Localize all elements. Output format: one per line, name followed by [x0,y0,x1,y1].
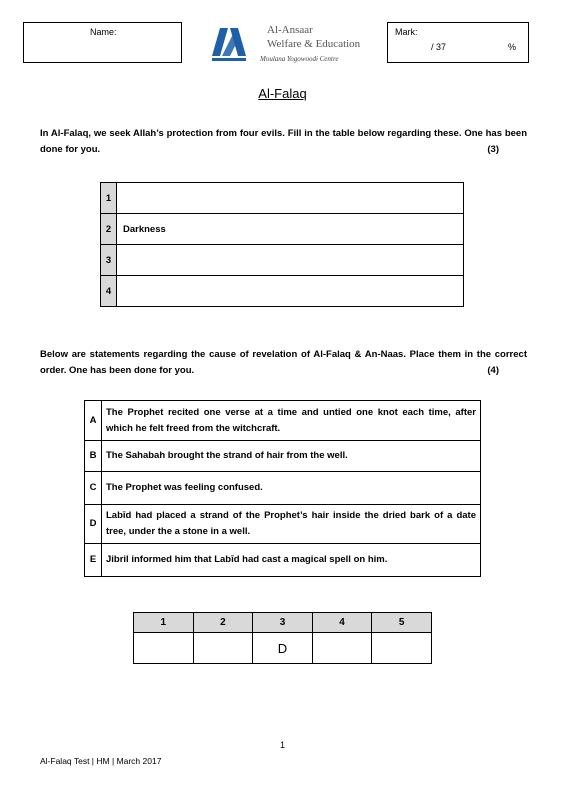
answer-cell[interactable] [117,183,464,214]
order-answer-row [134,633,432,664]
section2-instruction [40,347,527,379]
table-row [85,505,481,544]
answer-cell[interactable]: Darkness [117,214,464,245]
table-row [101,245,464,276]
statement-text: The Prophet recited one verse at a time and untied one knot each time, after which he felt freed from the witchcraft. [102,401,481,441]
statement-text: The Sahabah brought the strand of hair from the well. [102,441,481,472]
page-title: Al-Falaq [258,86,307,101]
table-row [101,276,464,307]
org-name-line2: Welfare & Education [267,38,361,50]
table-row [85,441,481,472]
mark-percent: % [507,42,516,52]
section1-marks: (3) [487,144,499,155]
section2-instruction-text: Below are statements regarding the cause of revelation of Al-Falaq & An-Naas. Place them in the correct order. One has been done for you. [40,349,527,376]
name-label: Name: [90,27,117,37]
mark-total: / 37 [431,42,447,52]
logo-icon [210,24,258,64]
order-answer-cell[interactable]: D [253,633,313,664]
evils-table [100,182,464,307]
mark-field[interactable] [387,22,529,63]
table-row [85,472,481,505]
statement-letter: B [85,441,102,472]
order-answer-cell[interactable] [134,633,194,664]
table-row [85,544,481,577]
org-tagline: Moulana Yogowoodi Centre [260,55,339,63]
statement-letter: C [85,472,102,505]
order-header: 4 [312,613,372,633]
answer-cell[interactable] [117,245,464,276]
organization-logo [210,24,365,68]
row-number: 4 [101,276,117,307]
row-number: 2 [101,214,117,245]
section1-instruction-text: In Al-Falaq, we seek Allah’s protection from four evils. Fill in the table below regarding these. One has been done for you. [40,128,527,155]
row-number: 3 [101,245,117,276]
page-number: 1 [279,740,285,750]
statements-table [84,400,481,577]
order-header-row [134,613,432,633]
statement-letter: D [85,505,102,544]
section1-instruction [40,126,527,158]
order-table [133,612,432,664]
section2-marks: (4) [487,365,499,376]
order-header: 2 [193,613,253,633]
table-row [101,183,464,214]
mark-label: Mark: [395,27,418,37]
table-row [85,401,481,441]
page-footer: Al-Falaq Test | HM | March 2017 [40,756,162,766]
order-answer-cell[interactable] [193,633,253,664]
statement-letter: A [85,401,102,441]
name-field[interactable] [23,22,182,63]
statement-text: Jibril informed him that Labīd had cast a magical spell on him. [102,544,481,577]
statement-letter: E [85,544,102,577]
row-number: 1 [101,183,117,214]
org-name-line1: Al-Ansaar [267,24,313,36]
answer-cell[interactable] [117,276,464,307]
table-row [101,214,464,245]
statement-text: The Prophet was feeling confused. [102,472,481,505]
order-answer-cell[interactable] [312,633,372,664]
order-header: 5 [372,613,432,633]
order-header: 3 [253,613,313,633]
statement-text: Labīd had placed a strand of the Prophet’s hair inside the dried bark of a date tree, under the a stone in a well. [102,505,481,544]
order-header: 1 [134,613,194,633]
order-answer-cell[interactable] [372,633,432,664]
